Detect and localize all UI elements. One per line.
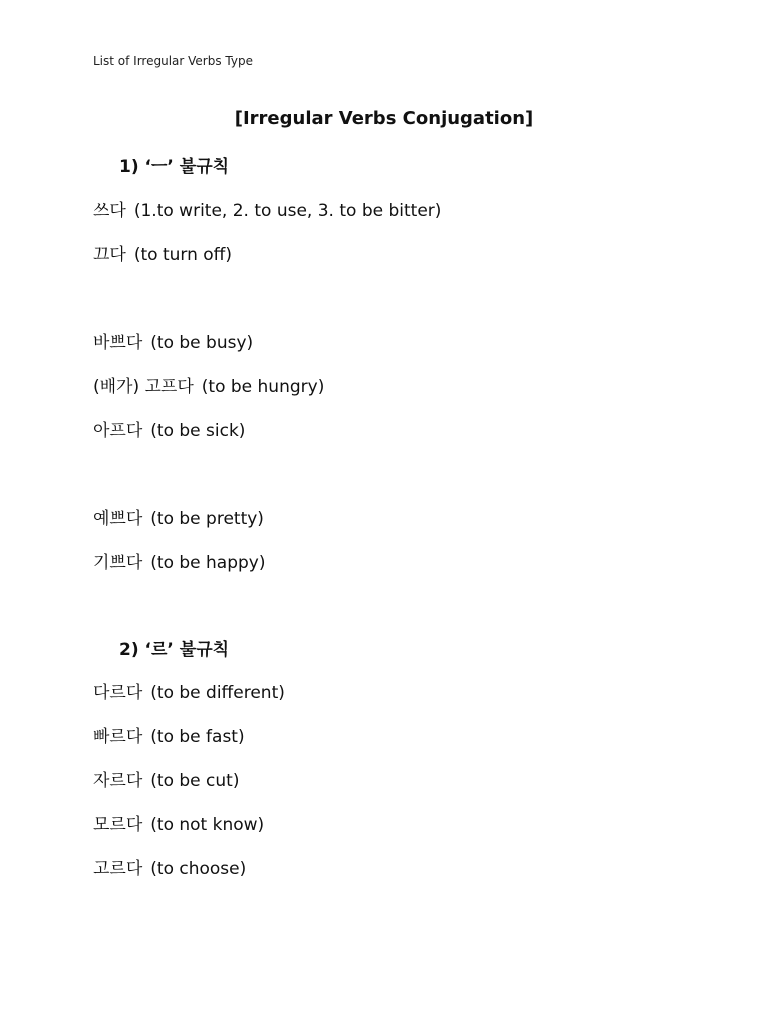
verb-meaning: (to be pretty) bbox=[150, 509, 264, 529]
verb-entry bbox=[93, 854, 246, 879]
verb-meaning: (to be busy) bbox=[150, 333, 254, 353]
verb-meaning: (to be fast) bbox=[150, 727, 245, 747]
verb-entry bbox=[93, 810, 264, 835]
verb-entry bbox=[93, 328, 253, 353]
verb-korean: 고르다 bbox=[93, 859, 143, 879]
verb-korean: 자르다 bbox=[93, 771, 143, 791]
verb-korean: 기쁘다 bbox=[93, 553, 143, 573]
verb-meaning: (to be different) bbox=[150, 683, 285, 703]
verb-meaning: (to choose) bbox=[150, 859, 247, 879]
verb-korean: 쓰다 bbox=[93, 201, 126, 221]
page-header: List of Irregular Verbs Type bbox=[93, 54, 253, 68]
verb-korean: 다르다 bbox=[93, 683, 143, 703]
verb-entry bbox=[93, 504, 264, 529]
verb-meaning: (to turn off) bbox=[133, 245, 233, 265]
verb-entry bbox=[93, 240, 232, 265]
verb-korean: 아프다 bbox=[93, 421, 143, 441]
verb-entry bbox=[93, 372, 324, 397]
verb-meaning: (to be hungry) bbox=[201, 377, 325, 397]
verb-korean: 예쁘다 bbox=[93, 509, 143, 529]
verb-korean: (배가) 고프다 bbox=[93, 377, 194, 397]
verb-korean: 끄다 bbox=[93, 245, 126, 265]
verb-meaning: (to be cut) bbox=[150, 771, 240, 791]
verb-korean: 빠르다 bbox=[93, 727, 143, 747]
verb-korean: 바쁘다 bbox=[93, 333, 143, 353]
verb-entry bbox=[93, 678, 285, 703]
section-heading-1: 1) ‘ㅡ’ 불규칙 bbox=[119, 157, 230, 177]
section-heading-2: 2) ‘르’ 불규칙 bbox=[119, 640, 230, 660]
verb-entry bbox=[93, 416, 245, 441]
verb-meaning: (to be happy) bbox=[150, 553, 266, 573]
verb-meaning: (to be sick) bbox=[150, 421, 246, 441]
verb-entry bbox=[93, 766, 239, 791]
verb-meaning: (1.to write, 2. to use, 3. to be bitter) bbox=[133, 201, 442, 221]
document-title: [Irregular Verbs Conjugation] bbox=[234, 108, 534, 129]
verb-entry bbox=[93, 548, 266, 573]
verb-korean: 모르다 bbox=[93, 815, 143, 835]
verb-entry bbox=[93, 722, 245, 747]
verb-entry bbox=[93, 196, 441, 221]
verb-meaning: (to not know) bbox=[150, 815, 265, 835]
